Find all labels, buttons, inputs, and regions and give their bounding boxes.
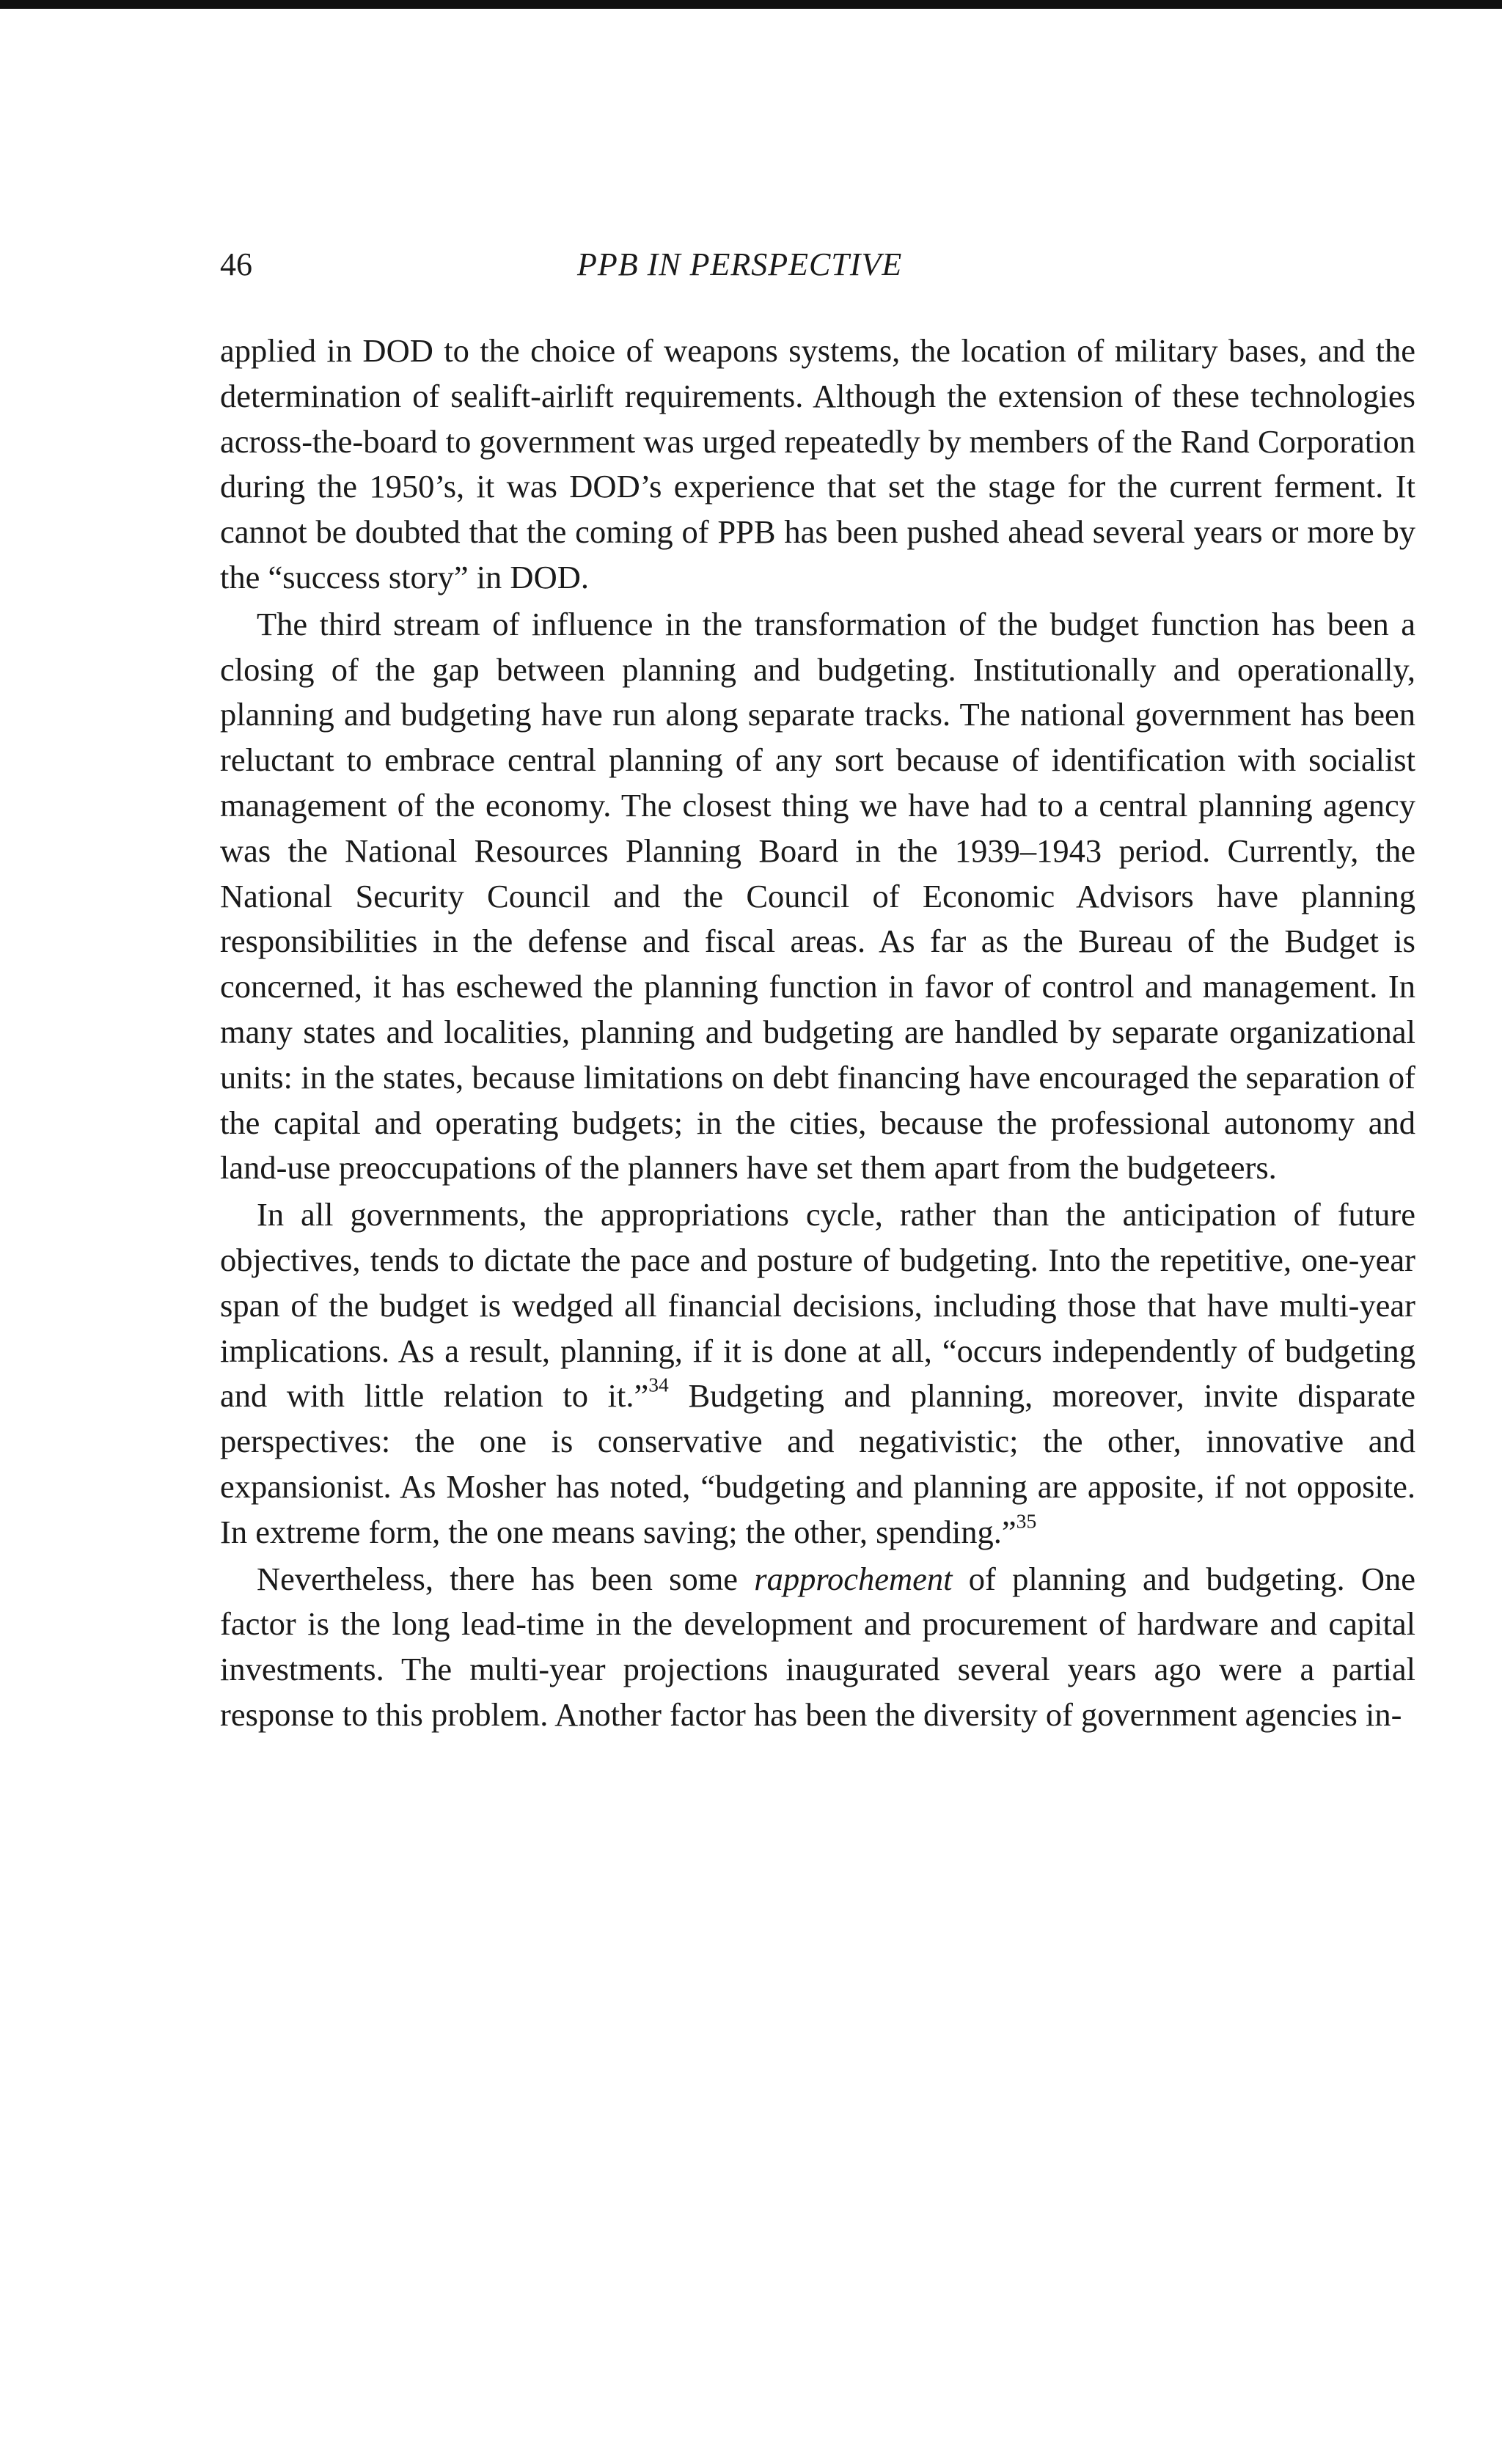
paragraph-4 bbox=[220, 1557, 1415, 1738]
paragraph-3-text-b: Budgeting and planning, moreover, invite disparate perspectives: the one is conservative and negativistic; the other, innovative and expansionist. As Mosher has noted, “budgeting and planning are apposite, if not opposite. In extreme form, the one means saving; the other, spending.” bbox=[220, 1377, 1415, 1550]
paragraph-4-text-b: of planning and budgeting. One factor is the long lead-time in the development and procurement of hardware and capital investments. The multi-year projections inaugurated several years ago were a partial response to this problem. Another factor has been the diversity of government agencies in- bbox=[220, 1560, 1415, 1733]
paragraph-3-text-a: In all governments, the appropriations cycle, rather than the anticipation of future objectives, tends to dictate the pace and posture of budgeting. Into the repetitive, one-year span of the budget is wedged all financial decisions, including those that have multi-year implications. As a result, planning, if it is done at all, “occurs independently of budgeting and with little relation to it.” bbox=[220, 1196, 1415, 1415]
paragraph-1: applied in DOD to the choice of weapons systems, the location of military bases, and the determination of sealift-airlift requirements. Although the extension of these technologies across-the-board to government was urged repeatedly by members of the Rand Corporation during the 1950’s, it was DOD’s experience that set the stage for the current ferment. It cannot be doubted that the coming of PPB has been pushed ahead several years or more by the “success story” in DOD. bbox=[220, 332, 1415, 595]
emphasis-rapprochement: rapprochement bbox=[754, 1560, 953, 1597]
top-page-edge-rule bbox=[0, 0, 1502, 9]
body-text bbox=[220, 329, 1415, 1738]
footnote-ref-34: 34 bbox=[648, 1373, 669, 1396]
running-head: PPB IN PERSPECTIVE bbox=[577, 246, 903, 282]
page-number: 46 bbox=[220, 246, 252, 282]
paragraph-3 bbox=[220, 1192, 1415, 1555]
page-header bbox=[220, 246, 1415, 290]
paragraph-4-text-a: Nevertheless, there has been some bbox=[257, 1560, 755, 1597]
paragraph-2: The third stream of influence in the transformation of the budget function has been a closing of the gap between planning and budgeting. Institutionally and operationally, planning and budgeting have run along separate tracks. The national government has been reluctant to embrace central planning of any sort because of identification with socialist management of the economy. The closest thing we have had to a central planning agency was the National Resources Planning Board in the 1939–1943 period. Currently, the National Security Council and the Council of Economic Advisors have planning responsibilities in the defense and fiscal areas. As far as the Bureau of the Budget is concerned, it has eschewed the planning function in favor of control and management. In many states and localities, planning and budgeting are handled by separate organizational units: in the states, because limitations on debt financing have encouraged the separation of the capital and operating budgets; in the cities, because the professional autonomy and land-use preoccupations of the planners have set them apart from the budgeteers. bbox=[220, 605, 1415, 1187]
footnote-ref-35: 35 bbox=[1016, 1509, 1037, 1533]
